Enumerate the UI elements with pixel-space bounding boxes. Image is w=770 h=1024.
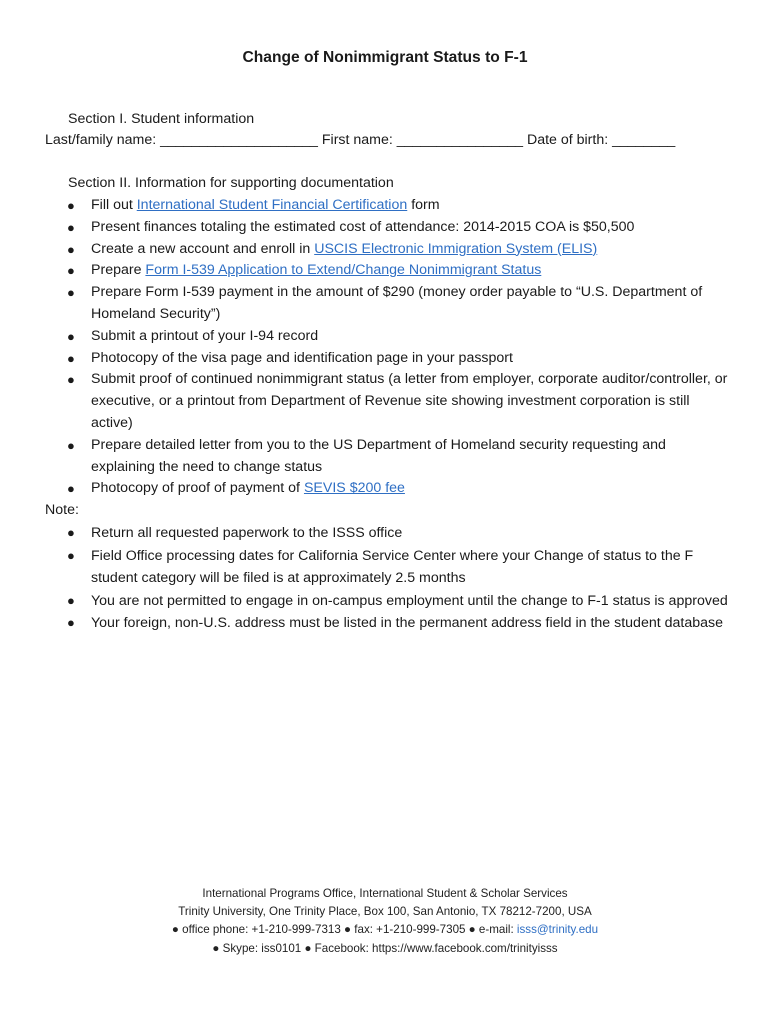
list-item [0,260,731,282]
bullet-icon: ● [67,328,75,344]
note-text: Field Office processing dates for California Service Center where your Change of status to the F student category will be filed is at approximately 2.5 months [91,547,694,586]
bullet-icon: ● [67,615,75,630]
bullet-icon: ● [67,219,75,235]
item-text: Prepare [91,262,146,279]
list-item [0,195,731,217]
list-item [0,326,731,348]
item-text: Prepare detailed letter from you to the US Department of Homeland security requesting and explaining the need to change status [91,436,666,475]
footer-office: International Programs Office, International Student & Scholar Services [202,887,568,900]
footer [0,885,770,958]
bullet-icon: ● [67,592,75,608]
item-link[interactable]: International Student Financial Certification [136,197,408,213]
note-text: Return all requested paperwork to the ISSS office [91,525,403,541]
item-link[interactable]: USCIS Electronic Immigration System (ELIS) [314,240,598,257]
item-text: Photocopy of proof of payment of [91,480,304,497]
bullet-icon: ● [67,350,75,366]
supporting-docs-list [0,195,770,500]
section2-heading: Section II. Information for supporting documentation [68,175,394,191]
footer-social: ● Skype: iss0101 ● Facebook: https://www.facebook.com/trinityisss [212,941,558,955]
list-item [0,239,731,261]
bullet-icon: ● [67,285,75,301]
bullet-icon: ● [67,525,75,540]
note-item [0,590,731,613]
item-text: Submit a printout of your I-94 record [91,327,319,344]
note-item [0,612,731,635]
item-text: Present finances totaling the estimated cost of attendance: 2014-2015 COA is $50,500 [91,218,635,235]
student-info-fields: Last/family name: ____________________ First name: ________________ Date of birth: ________ [45,132,676,148]
note-text: Your foreign, non-U.S. address must be listed in the permanent address field in the student database [91,615,723,631]
note-item [0,522,731,545]
note-label: Note: [45,502,79,518]
footer-address: Trinity University, One Trinity Place, Box 100, San Antonio, TX 78212-7200, USA [178,905,592,919]
bullet-icon: ● [67,547,75,563]
list-item [0,217,731,239]
bullet-icon: ● [67,263,75,279]
bullet-icon: ● [67,241,75,257]
bullet-icon: ● [67,372,75,388]
item-text-after: form [407,197,440,213]
item-text: Submit proof of continued nonimmigrant status (a letter from employer, corporate auditor/controller, or executive, or a printout from Department of Revenue site showing investment corporation is still active) [91,371,728,431]
note-text: You are not permitted to engage in on-campus employment until the change to F-1 status is approved [91,592,728,609]
item-text: Create a new account and enroll in [91,240,315,257]
item-text: Fill out [91,197,137,213]
footer-contact [0,921,770,939]
section1-heading: Section I. Student information [68,111,255,127]
list-item [0,478,731,500]
note-list [0,522,770,635]
list-item [0,369,731,434]
list-item [0,435,731,479]
bullet-icon: ● [67,481,75,497]
item-link[interactable]: Form I-539 Application to Extend/Change Nonimmigrant Status [145,262,542,279]
bullet-icon: ● [67,198,75,213]
bullet-icon: ● [67,437,75,453]
note-item [0,545,731,590]
item-link[interactable]: SEVIS $200 fee [303,480,405,497]
footer-email-link[interactable]: isss@trinity.edu [516,923,599,937]
list-item [0,348,731,370]
item-text: Photocopy of the visa page and identification page in your passport [91,349,513,366]
page-title: Change of Nonimmigrant Status to F-1 [242,49,528,66]
item-text: Prepare Form I-539 payment in the amount of $290 (money order payable to “U.S. Department of Homeland Security”) [91,284,703,322]
list-item [0,282,731,326]
footer-phone-fax: ● office phone: +1-210-999-7313 ● fax: +1-210-999-7305 ● e-mail: [171,923,517,937]
